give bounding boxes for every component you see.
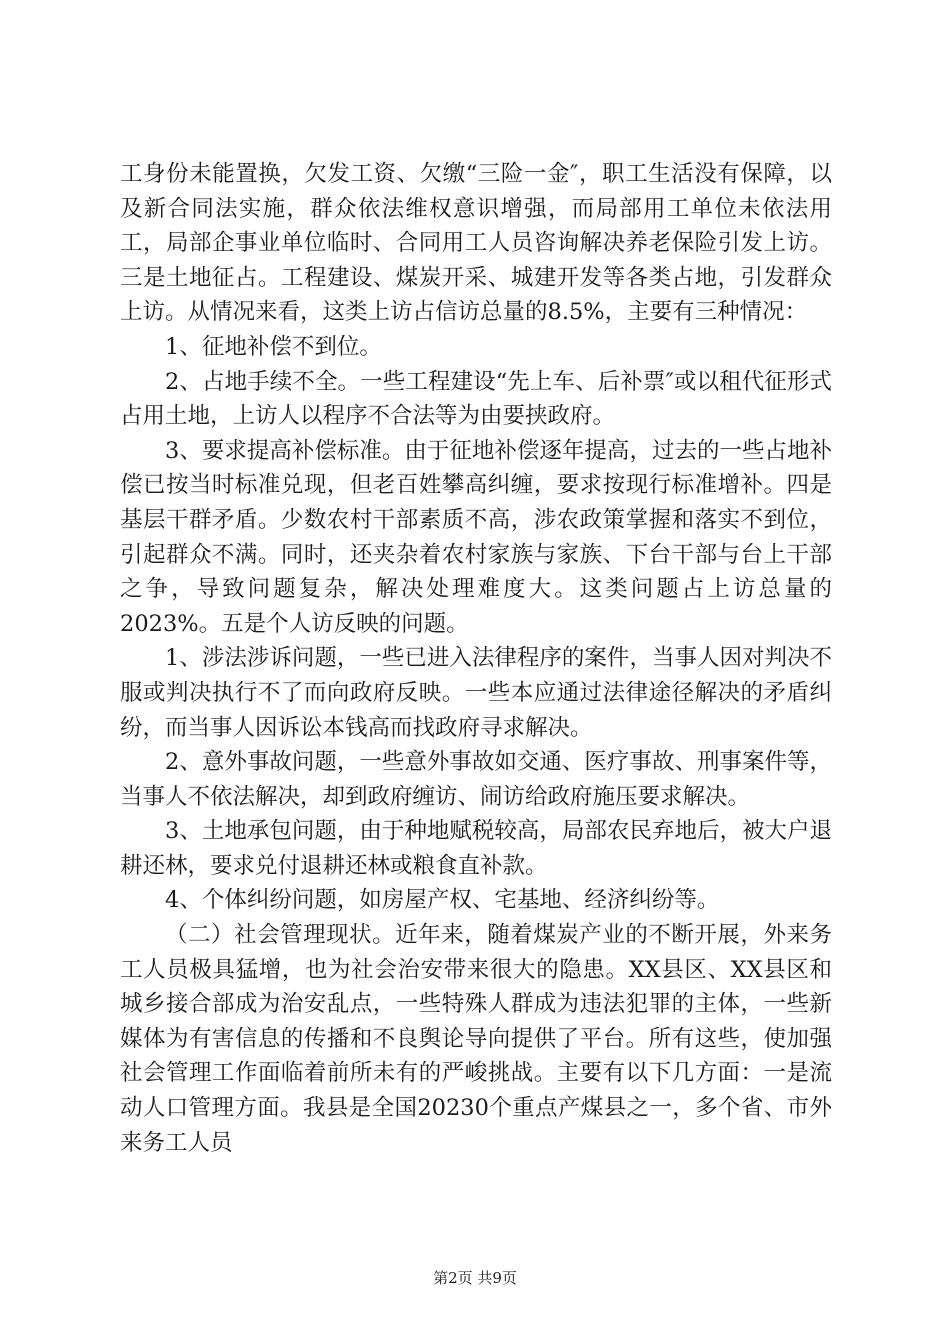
paragraph: 1、涉法涉诉问题，一些已进入法律程序的案件，当事人因对判决不服或判决执行不了而向政府反映。一些本应通过法律途径解决的矛盾纠纷，而当事人因诉讼本钱高而找政府寻求解决。 xyxy=(120,645,832,741)
document-body xyxy=(120,157,832,1160)
page-number-footer: 第2页 共9页 xyxy=(433,1269,517,1287)
paragraph: 2、占地手续不全。一些工程建设“先上车、后补票″或以租代征形式占用土地，上访人以程序不合法等为由要挟政府。 xyxy=(120,368,832,430)
paragraph: 2、意外事故问题，一些意外事故如交通、医疗事故、刑事案件等，当事人不依法解决，却到政府缠访、闹访给政府施压要求解决。 xyxy=(120,749,832,810)
paragraph: （二）社会管理现状。近年来，随着煤炭产业的不断开展，外来务工人员极具猛增，也为社会治安带来很大的隐患。XX县区、XX县区和城乡接合部成为治安乱点，一些特殊人群成为违法犯罪的主体，一些新媒体为有害信息的传播和不良舆论导向提供了平台。所有这些，使加强社会管理工作面临着前所未有的严峻挑战。主要有以下几方面：一是流动人口管理方面。我县是全国20230个重点产煤县之一，多个省、市外来务工人员 xyxy=(120,922,832,1156)
paragraph: 4、个体纠纷问题，如房屋产权、宅基地、经济纠纷等。 xyxy=(165,887,720,914)
paragraph: 3、要求提高补偿标准。由于征地补偿逐年提高，过去的一些占地补偿已按当时标准兑现，但老百姓攀高纠缠，要求按现行标准增补。四是基层干群矛盾。少数农村干部素质不高，涉农政策掌握和落实不到位，引起群众不满。同时，还夹杂着农村家族与家族、下台干部与台上干部之争，导致问题复杂，解决处理难度大。这类问题占上访总量的2023%。五是个人访反映的问题。 xyxy=(120,437,832,637)
paragraph: 1、征地补偿不到位。 xyxy=(165,333,382,360)
paragraph: 3、土地承包问题，由于种地赋税较高，局部农民弃地后，被大户退耕还林，要求兑付退耕还林或粮食直补款。 xyxy=(120,818,832,879)
paragraph: 工身份未能置换，欠发工资、欠缴“三险一金″，职工生活没有保障，以及新合同法实施，群众依法维权意识增强，而局部用工单位未依法用工，局部企事业单位临时、合同用工人员咨询解决养老保险引发上访。三是土地征占。工程建设、煤炭开采、城建开发等各类占地，引发群众上访。从情况来看，这类上访占信访总量的8.5%，主要有三种情况： xyxy=(120,161,832,326)
